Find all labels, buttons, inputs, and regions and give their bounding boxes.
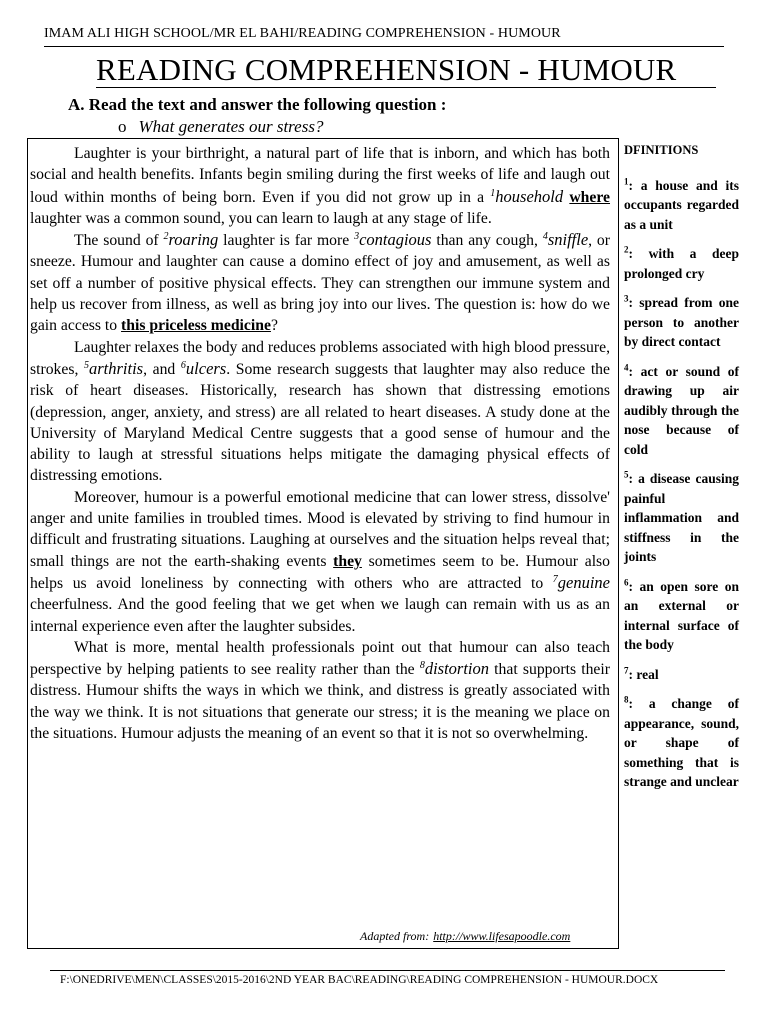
footnote-5-marker: 5	[83, 359, 89, 371]
definition-text: : a house and its occupants regarded as a unit	[624, 177, 739, 232]
page-title: READING COMPREHENSION - HUMOUR	[96, 52, 677, 87]
footnote-8-marker: 8	[419, 659, 425, 671]
paragraph-1	[30, 143, 610, 229]
definition-number: 4	[624, 362, 629, 372]
definition-number: 5	[624, 469, 629, 480]
definition-item	[624, 293, 739, 352]
definition-item	[624, 694, 739, 792]
definition-number: 6	[624, 577, 629, 587]
footnote-4-marker: 4	[542, 230, 548, 242]
definition-item	[624, 469, 739, 567]
definition-number: 1	[624, 176, 629, 186]
text-run: laughter is far more	[218, 232, 355, 250]
passage	[30, 143, 610, 744]
file-path-footer: F:\ONEDRIVE\MEN\CLASSES\2015-2016\2ND YEAR BAC\READING\READING COMPREHENSION - HUMOUR.DOCX	[60, 974, 659, 986]
text-run: sometimes seem to be. Humour also helps us avoid loneliness by connecting with others who are attracted to	[30, 552, 610, 592]
question-bullet: o	[118, 117, 127, 136]
definition-item	[624, 362, 739, 460]
footer-divider	[50, 970, 725, 971]
definition-number: 3	[624, 293, 629, 304]
underlined-priceless-medicine: this priceless medicine	[121, 317, 271, 335]
definition-number: 8	[624, 694, 629, 705]
definition-text: : a change of appearance, sound, or shape of something that is strange and unclear	[624, 696, 739, 789]
underlined-they: they	[333, 552, 362, 570]
text-run: Laughter is your birthright, a natural part of life that is inborn, and which has both social and health benefits. Infants begin smiling during the first weeks of life and laugh out loud within months of being born. Even if you did not grow up in a	[30, 145, 610, 206]
text-run: What is more, mental health professionals point out that humour can also teach perspective by helping patients to see reality rather than the	[30, 638, 610, 679]
text-run: cheerfulness. And the good feeling that we get when we laugh can remain with us as an internal experience even after the laughter subsides.	[30, 596, 610, 635]
glossed-word-ulcers: ulcers	[185, 358, 227, 378]
source-citation	[360, 929, 570, 944]
question-text: What generates our stress?	[138, 117, 324, 136]
text-run: that supports their distress. Humour shifts the ways in which we think, and distress is greatly associated with the way we think. It is not situations that generate our stress; it is the meaning we place on the situations. Humour adjusts the meaning of an event so that it is not so overwhelming.	[30, 661, 610, 743]
definition-text: : act or sound of drawing up air audibly through the nose because of cold	[624, 363, 739, 457]
footnote-7-marker: 7	[552, 573, 558, 585]
text-run: The sound of	[74, 232, 164, 250]
paragraph-4	[30, 487, 610, 637]
text-run: , and	[143, 360, 181, 378]
text-run: laughter was a common sound, you can learn to laugh at any stage of life.	[30, 209, 492, 227]
document-header: IMAM ALI HIGH SCHOOL/MR EL BAHI/READING COMPREHENSION - HUMOUR	[44, 26, 561, 41]
footnote-1-marker: 1	[490, 187, 496, 199]
underlined-where: where	[569, 188, 611, 206]
glossed-word-genuine: genuine	[557, 572, 610, 592]
header-divider	[44, 46, 724, 47]
text-run: . Some research suggests that laughter may also reduce the risk of heart diseases. Historically, research has shown that distressing emotions (depression, anger, anxiety, and stress) are all related to heart diseases. A study done at the University of Maryland Medical Centre suggests that a good sense of humour and the ability to laugh at stressful situations helps mitigate the damaging physical effects of distressing emotions.	[30, 360, 610, 485]
title-underline	[96, 87, 716, 88]
definition-number: 2	[624, 244, 629, 255]
definition-item	[624, 665, 739, 685]
definition-text: : a disease causing painful inflammation and stiffness in the joints	[624, 471, 739, 564]
text-run: , or sneeze. Humour and laughter can cause a domino effect of joy and amusement, as well as set off a number of positive physical effects. They can strengthen our immune system and help us recover from illness, as well as bring joy into our lives. The question is: how do we gain access to	[30, 232, 610, 335]
definition-item	[624, 176, 739, 235]
definition-text: : an open sore on an external or internal surface of the body	[624, 578, 739, 652]
text-run: than any cough,	[431, 232, 543, 250]
instruction: A. Read the text and answer the following question :	[68, 95, 447, 114]
paragraph-2	[30, 229, 610, 336]
glossed-word-arthritis: arthritis	[88, 358, 144, 378]
question	[118, 117, 323, 137]
glossed-word-roaring: roaring	[168, 230, 219, 250]
definition-item	[624, 577, 739, 655]
footnote-2-marker: 2	[163, 230, 169, 242]
definition-number: 7	[624, 665, 629, 675]
paragraph-5	[30, 637, 610, 744]
glossed-word-sniffle: sniffle	[547, 230, 589, 250]
glossed-word-contagious: contagious	[359, 230, 432, 250]
text-run: Laughter relaxes the body and reduces problems associated with high blood pressure, strokes,	[30, 338, 610, 378]
source-link[interactable]: http://www.lifesapoodle.com	[433, 929, 571, 943]
definition-text: : spread from one person to another by direct contact	[624, 295, 739, 349]
paragraph-3	[30, 337, 610, 487]
definitions-panel	[624, 141, 739, 802]
definitions-heading: DFINITIONS	[624, 143, 699, 157]
glossed-word-distortion: distortion	[424, 659, 489, 679]
footnote-6-marker: 6	[180, 359, 186, 371]
text-run: Moreover, humour is a powerful emotional medicine that can lower stress, dissolve' anger and unite families in troubled times. Mood is elevated by striving to find humour in difficult and frustrating situations. Laughing at ourselves and the situation helps reveal that; small things are not the earth-shaking events	[30, 488, 610, 570]
text-run: ?	[270, 317, 278, 335]
footnote-3-marker: 3	[354, 230, 360, 242]
source-label: Adapted from:	[360, 929, 430, 943]
definition-text: : real	[628, 666, 659, 682]
definition-text: : with a deep prolonged cry	[624, 246, 739, 281]
definition-item	[624, 244, 739, 283]
glossed-word-household: household	[495, 186, 564, 206]
